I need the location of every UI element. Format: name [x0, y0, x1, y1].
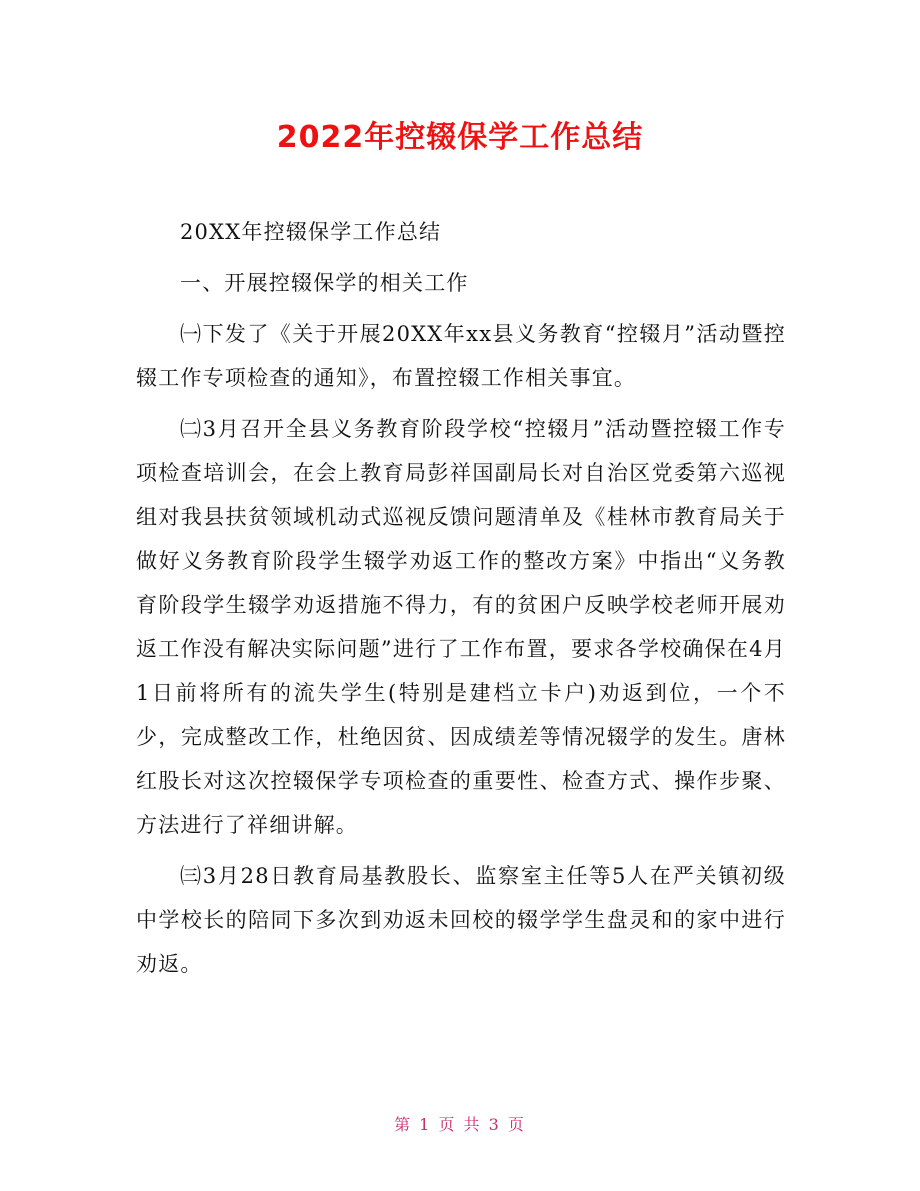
- document-title: 2022年控辍保学工作总结: [276, 120, 644, 155]
- paragraph-section-heading: 一、开展控辍保学的相关工作: [180, 271, 469, 295]
- paragraph-item-2: ㈡3月召开全县义务教育阶段学校“控辍月”活动暨控辍工作专项检查培训会，在会上教育局彭祥国副局长对自治区党委第六巡视组对我县扶贫领域机动式巡视反馈问题清单及《桂林市教育局关于做好义务教育阶段学生辍学劝返工作的整改方案》中指出“义务教育阶段学生辍学劝返措施不得力，有的贫困户反映学校老师开展劝返工作没有解决实际问题”进行了工作布置，要求各学校确保在4月1日前将所有的流失学生(特别是建档立卡户)劝返到位，一个不少，完成整改工作，杜绝因贫、因成绩差等情况辍学的发生。唐林红股长对这次控辍保学专项检查的重要性、检查方式、操作步聚、方法进行了祥细讲解。: [136, 417, 786, 837]
- paragraph-subtitle: 20XX年控辍保学工作总结: [180, 220, 442, 244]
- paragraph-item-3: ㈢3月28日教育局基教股长、监察室主任等5人在严关镇初级中学校长的陪同下多次到劝返未回校的辍学学生盘灵和的家中进行劝返。: [136, 864, 786, 976]
- page-number-label: 第 1 页 共 3 页: [394, 1115, 526, 1134]
- paragraph-item-1: ㈠下发了《关于开展20XX年xx县义务教育“控辍月”活动暨控辍工作专项检查的通知》，布置控辍工作相关事宜。: [136, 322, 786, 390]
- page-footer: [0, 1112, 920, 1135]
- document-body: [136, 210, 786, 986]
